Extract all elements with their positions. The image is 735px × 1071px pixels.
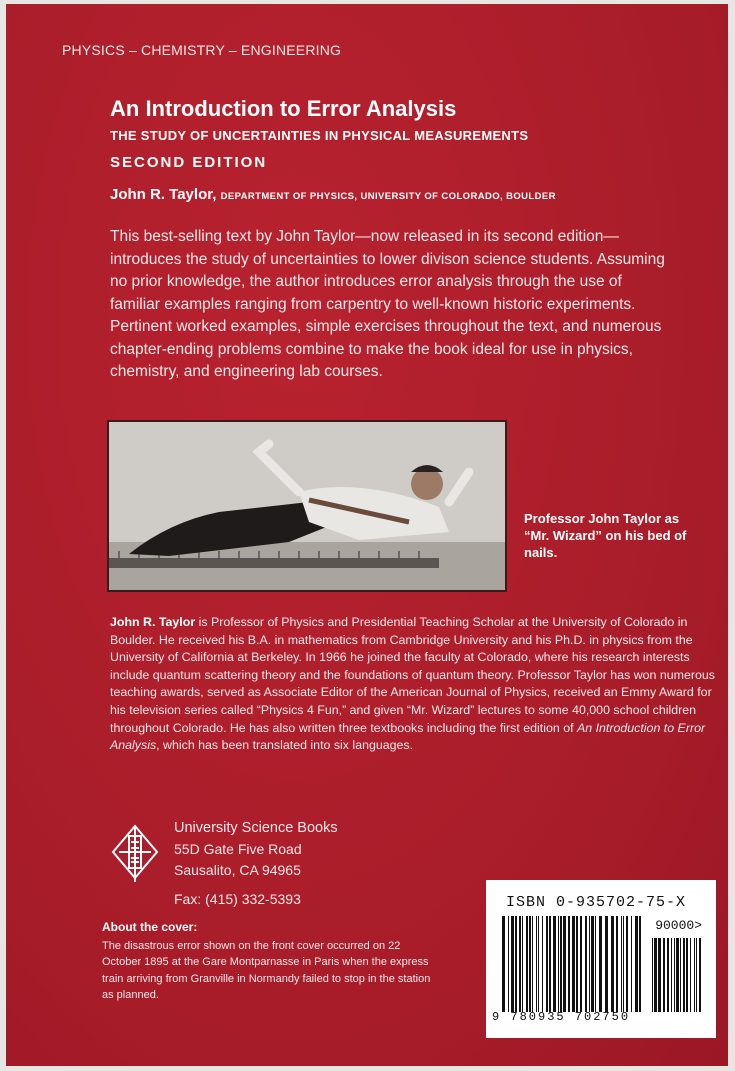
subject-line: PHYSICS – CHEMISTRY – ENGINEERING <box>62 42 342 58</box>
author-photo <box>107 420 507 592</box>
barcode-bar <box>694 938 695 1012</box>
barcode-bar <box>690 938 691 1012</box>
barcode-digits: 9 780935 702750 <box>492 1010 631 1024</box>
barcode-bar <box>595 916 596 1012</box>
barcode-bar <box>529 916 531 1012</box>
barcode-bar <box>676 938 679 1012</box>
barcode-bar <box>553 916 556 1012</box>
barcode-bar <box>623 916 624 1012</box>
publisher-name: University Science Books <box>174 820 338 836</box>
barcode-bar <box>658 938 661 1012</box>
barcode-bar <box>511 916 514 1012</box>
barcode-bar <box>680 938 681 1012</box>
barcode-bar <box>699 938 701 1012</box>
barcode-bar <box>674 938 675 1012</box>
author-affiliation: DEPARTMENT OF PHYSICS, UNIVERSITY OF COLORADO, BOULDER <box>220 191 556 202</box>
publisher-logo-icon <box>109 822 161 886</box>
back-cover <box>6 4 728 1066</box>
book-description: This best-selling text by John Taylor—now released in its second edition—introduces the study of uncertainties to lower divison science students. Assuming no prior knowledge, the author introduces error analysis through the use of familiar examples ranging from carpentry to well-known historic experiments. Pertinent worked examples, simple exercises throughout the text, and numerous chapter-ending problems combine to make the book ideal for use in physics, chemistry, and engineering lab courses. <box>110 228 665 380</box>
barcode-bar <box>508 916 509 1012</box>
barcode-bar <box>563 916 566 1012</box>
bed-of-nails-photo <box>109 422 505 590</box>
barcode-bar <box>536 916 537 1012</box>
author-bio <box>110 614 718 755</box>
barcode-bar <box>683 938 685 1012</box>
barcode-bar <box>546 916 548 1012</box>
barcode-bars <box>502 916 642 1012</box>
bio-author-name: John R. Taylor <box>110 615 196 629</box>
barcode-bar <box>522 916 523 1012</box>
publisher-address-line1: 55D Gate Five Road <box>174 841 302 857</box>
barcode-bar <box>654 938 657 1012</box>
barcode-bar <box>599 916 602 1012</box>
barcode-bar <box>502 916 505 1012</box>
price-code: 90000> <box>655 918 702 933</box>
barcode-bar <box>616 916 618 1012</box>
barcode-bar <box>611 916 614 1012</box>
barcode-bar <box>605 916 608 1012</box>
barcode-bar <box>568 916 570 1012</box>
barcode-bar <box>621 916 622 1012</box>
book-title: An Introduction to Error Analysis <box>110 96 457 121</box>
barcode-bar <box>519 916 521 1012</box>
barcode-bar <box>560 916 562 1012</box>
barcode-bar <box>532 916 533 1012</box>
barcode-bar <box>639 916 641 1012</box>
barcode-bar <box>572 916 575 1012</box>
barcode-bar <box>667 938 669 1012</box>
publisher-fax: Fax: (415) 332-5393 <box>174 891 301 907</box>
barcode-bar <box>538 916 539 1012</box>
barcode-bar <box>696 938 697 1012</box>
barcode-bar <box>652 938 653 1012</box>
barcode-bar <box>635 916 638 1012</box>
barcode-bar <box>549 916 551 1012</box>
author-line <box>110 186 556 203</box>
about-cover-heading: About the cover: <box>102 920 198 934</box>
isbn-barcode <box>486 880 716 1038</box>
publisher-address-line2: Sausalito, CA 94965 <box>174 862 301 878</box>
barcode-bar <box>526 916 528 1012</box>
bio-text: is Professor of Physics and Presidential Teaching Scholar at the University of Colorado in Boulder. He received his B.A. in mathematics from Cambridge University and his Ph.D. in physics from the University of California at Berkeley. In 1966 he joined the faculty at Colorado, where his research interests include quantum scattering theory and the foundations of quantum theory. Professor Taylor has won numerous teaching awards, served as Associate Editor of the American Journal of Physics, received an Emmy Award for his television series called “Physics 4 Fun,” and given “Mr. Wizard” lectures to some 40,000 school children throughout Colorado. He has also written three textbooks including the first edition of <box>110 615 715 735</box>
barcode-bar <box>558 916 559 1012</box>
book-subtitle: THE STUDY OF UNCERTAINTIES IN PHYSICAL MEASUREMENTS <box>110 128 529 143</box>
barcode-bar <box>585 916 587 1012</box>
bio-book-title: An Introduction to Error Analysis <box>110 720 706 753</box>
barcode-bar <box>542 916 543 1012</box>
barcode-bar <box>626 916 628 1012</box>
isbn-number: ISBN 0-935702-75-X <box>506 894 687 911</box>
bio-text-end: , which has been translated into six languages. <box>156 738 414 753</box>
edition-label: SECOND EDITION <box>110 154 268 171</box>
about-cover-text: The disastrous error shown on the front cover occurred on 22 October 1895 at the Gare Montparnasse in Paris when the express train arriving from Granville in Normandy failed to stop in the station as planned. <box>102 940 431 1002</box>
barcode-bar <box>671 938 672 1012</box>
barcode-bar <box>589 916 590 1012</box>
barcode-bar <box>580 916 582 1012</box>
addon-barcode-bars <box>652 938 704 1012</box>
author-name: John R. Taylor, <box>110 186 217 203</box>
barcode-bar <box>576 916 578 1012</box>
barcode-bar <box>515 916 517 1012</box>
barcode-bar <box>591 916 594 1012</box>
barcode-bar <box>686 938 688 1012</box>
publisher-info <box>174 818 338 910</box>
photo-caption: Professor John Taylor as “Mr. Wizard” on his bed of nails. <box>524 511 687 560</box>
barcode-bar <box>663 938 665 1012</box>
barcode-bar <box>631 916 632 1012</box>
